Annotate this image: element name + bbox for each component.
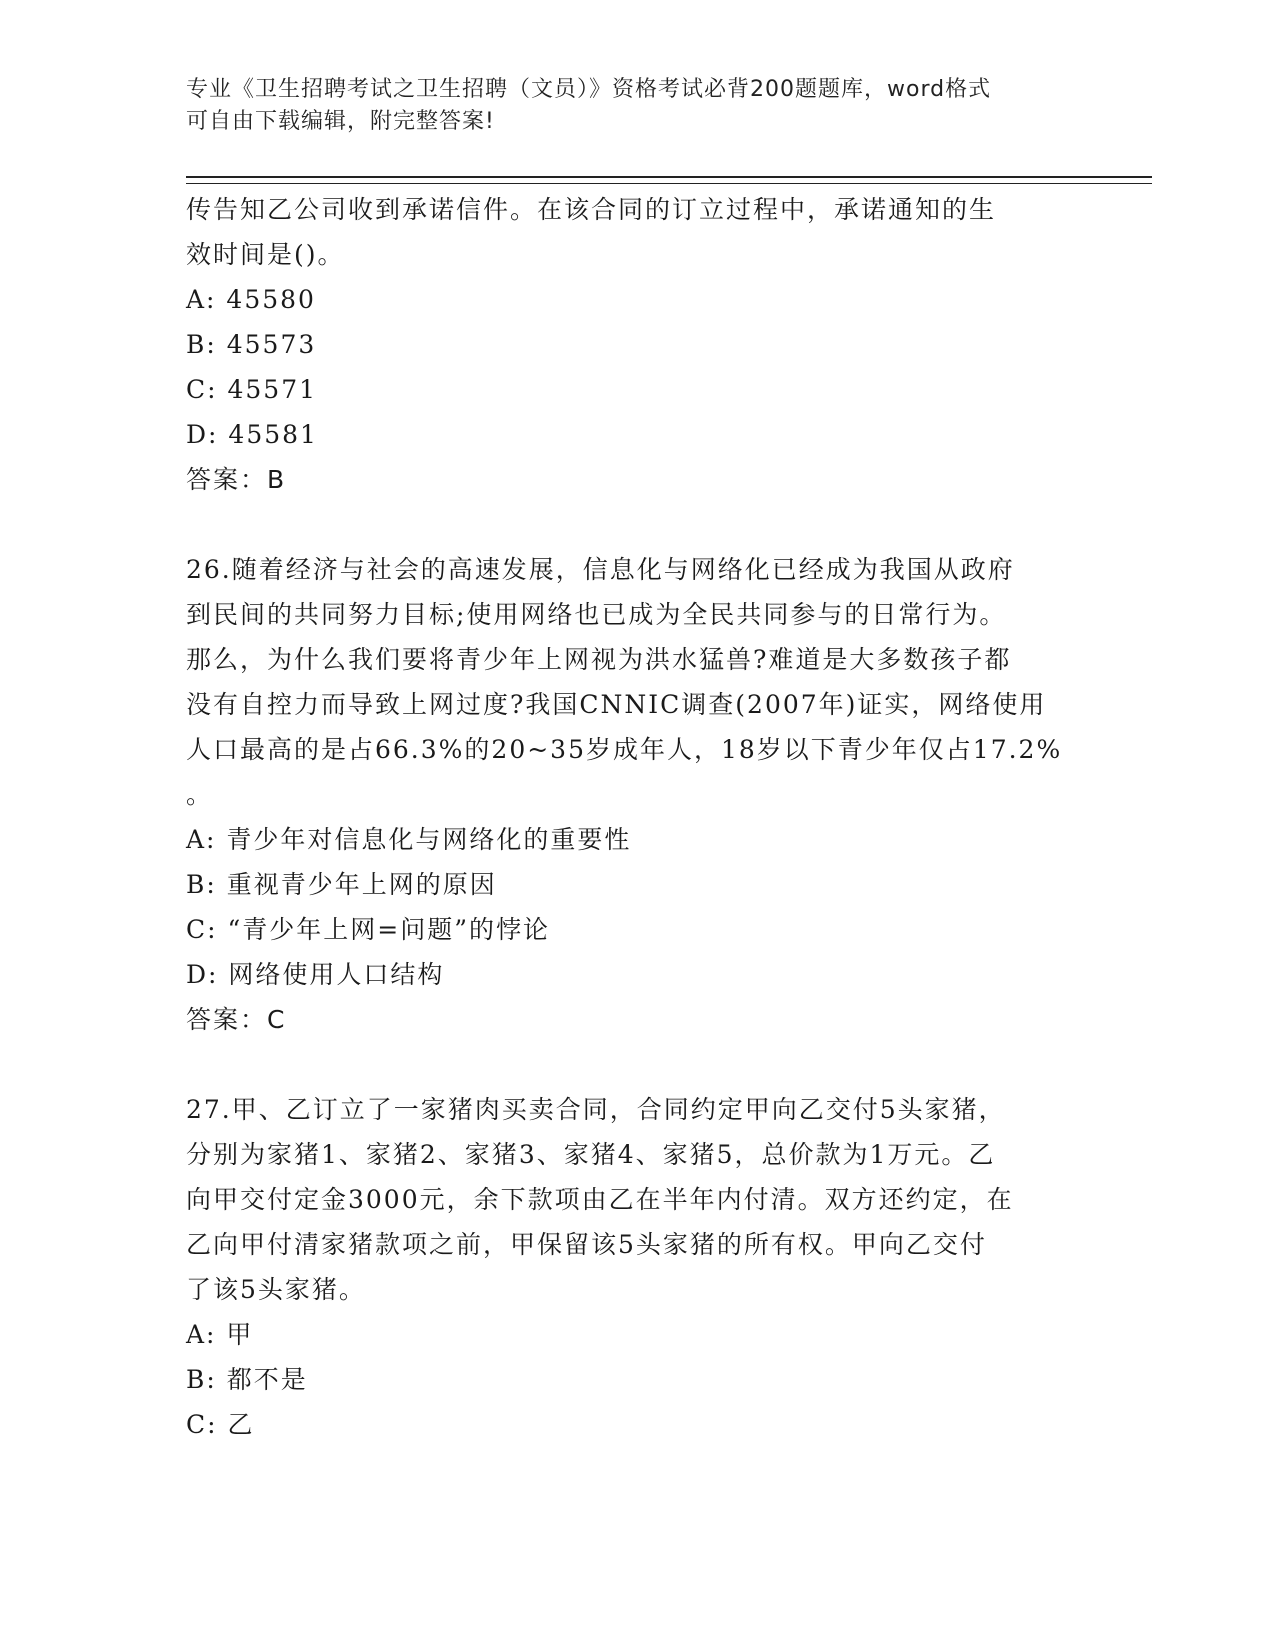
- question-stem-line: 分别为家猪1、家猪2、家猪3、家猪4、家猪5，总价款为1万元。乙: [186, 1140, 996, 1169]
- question-stem-line: 乙向甲付清家猪款项之前，甲保留该5头家猪的所有权。甲向乙交付: [186, 1230, 987, 1259]
- page-header: [186, 74, 1066, 138]
- option-b: B: 都不是: [186, 1365, 308, 1394]
- question-stem-line: 传告知乙公司收到承诺信件。在该合同的订立过程中，承诺通知的生: [186, 195, 997, 224]
- option-d: D: 网络使用人口结构: [186, 960, 445, 989]
- answer-label: 答案：C: [186, 1005, 287, 1034]
- question-stem-line: 27.甲、乙订立了一家猪肉买卖合同，合同约定甲向乙交付5头家猪，: [186, 1095, 1006, 1124]
- header-title-line-2: 可自由下载编辑，附完整答案!: [186, 109, 495, 134]
- question-stem-line: 26.随着经济与社会的高速发展，信息化与网络化已经成为我国从政府: [186, 555, 1015, 584]
- question-stem-line: 效时间是()。: [186, 240, 345, 269]
- option-c: C: 45571: [186, 375, 318, 404]
- question-stem-line: 那么，为什么我们要将青少年上网视为洪水猛兽?难道是大多数孩子都: [186, 645, 1012, 674]
- question-26: [186, 547, 1086, 1042]
- option-a: A: 青少年对信息化与网络化的重要性: [186, 825, 632, 854]
- question-27: [186, 1087, 1086, 1447]
- option-d: D: 45581: [186, 420, 318, 449]
- answer-label: 答案：B: [186, 465, 287, 494]
- question-stem-line: 。: [186, 780, 214, 809]
- question-content: [186, 187, 1086, 1447]
- question-stem-line: 没有自控力而导致上网过度?我国CNNIC调查(2007年)证实，网络使用: [186, 690, 1047, 719]
- header-divider: [186, 176, 1152, 184]
- option-c: C: 乙: [186, 1410, 255, 1439]
- question-stem-line: 了该5头家猪。: [186, 1275, 366, 1304]
- option-b: B: 45573: [186, 330, 317, 359]
- question-25-continuation: [186, 187, 1086, 502]
- option-c: C: “青少年上网=问题”的悖论: [186, 915, 551, 944]
- option-a: A: 甲: [186, 1320, 254, 1349]
- header-title-line-1: 专业《卫生招聘考试之卫生招聘（文员）》资格考试必背200题题库，word格式: [186, 77, 992, 102]
- question-stem-line: 到民间的共同努力目标;使用网络也已成为全民共同参与的日常行为。: [186, 600, 1007, 629]
- option-b: B: 重视青少年上网的原因: [186, 870, 497, 899]
- option-a: A: 45580: [186, 285, 316, 314]
- question-stem-line: 向甲交付定金3000元，余下款项由乙在半年内付清。双方还约定，在: [186, 1185, 1014, 1214]
- question-stem-line: 人口最高的是占66.3%的20~35岁成年人，18岁以下青少年仅占17.2%: [186, 735, 1063, 764]
